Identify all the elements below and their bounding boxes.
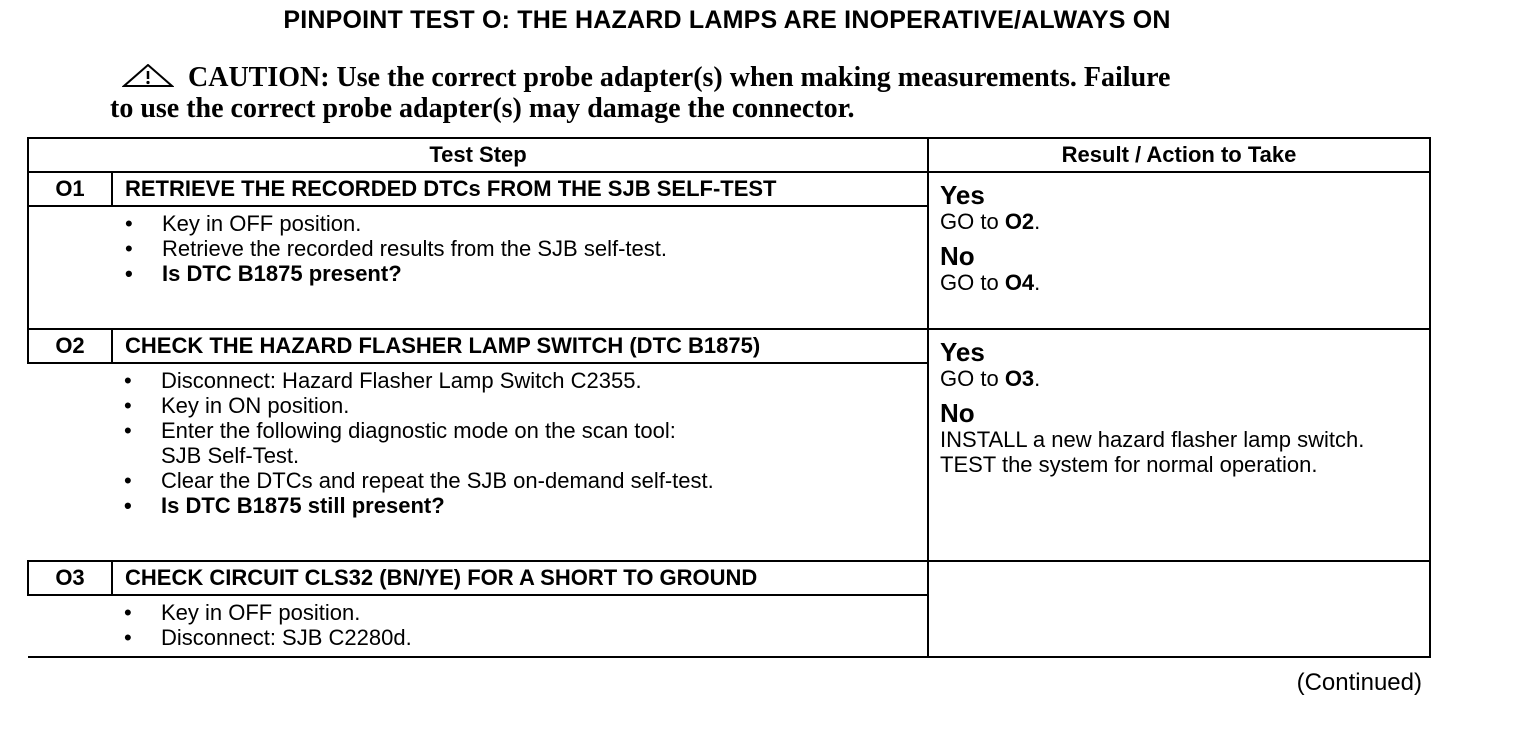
step-o3-bullets [28, 600, 927, 650]
result-o1-yes-action: GO to O2. [940, 209, 1041, 234]
result-o2-yes-action: GO to O3. [940, 366, 1041, 391]
step-o2-body [28, 363, 928, 561]
list-item: • Disconnect: SJB C2280d. [28, 625, 927, 650]
step-o3-body [28, 595, 928, 657]
result-o1-no-label: No [940, 241, 975, 271]
result-header: Result / Action to Take [928, 138, 1430, 172]
pinpoint-test-table [27, 137, 1431, 658]
result-o2 [928, 329, 1430, 561]
list-item: • Disconnect: Hazard Flasher Lamp Switch C2355. [28, 368, 927, 393]
step-title-o3: CHECK CIRCUIT CLS32 (BN/YE) FOR A SHORT TO GROUND [112, 561, 928, 595]
step-id-o1: O1 [28, 172, 112, 206]
list-item: • Key in OFF position. [28, 600, 927, 625]
result-o2-yes-label: Yes [940, 337, 985, 367]
result-o1-no-action: GO to O4. [940, 270, 1041, 295]
page-title: PINPOINT TEST O: THE HAZARD LAMPS ARE INOPERATIVE/ALWAYS ON [283, 6, 1171, 34]
result-o2-no-label: No [940, 398, 975, 428]
caution-text-1: CAUTION: Use the correct probe adapter(s) when making measurements. Failure [188, 62, 1171, 93]
list-item: • Key in OFF position. [29, 211, 927, 236]
step-o3-title-row [28, 561, 1430, 595]
step-o2-question: • Is DTC B1875 still present? [28, 493, 927, 518]
result-o2-no-action: INSTALL a new hazard flasher lamp switch. TEST the system for normal operation. [940, 427, 1365, 477]
step-title-o2: CHECK THE HAZARD FLASHER LAMP SWITCH (DTC B1875) [112, 329, 928, 363]
step-o2-title-row [28, 329, 1430, 363]
warning-triangle-icon [122, 64, 174, 88]
step-title-o1: RETRIEVE THE RECORDED DTCs FROM THE SJB SELF-TEST [112, 172, 928, 206]
continued-note: (Continued) [1296, 669, 1422, 696]
caution-line-1 [110, 62, 1310, 93]
step-o1-bullets [29, 211, 927, 286]
test-step-header: Test Step [28, 138, 928, 172]
step-id-o3: O3 [28, 561, 112, 595]
table-header-row [28, 138, 1430, 172]
step-o1-question: • Is DTC B1875 present? [29, 261, 927, 286]
result-o3 [928, 561, 1430, 657]
list-item: • Clear the DTCs and repeat the SJB on-demand self-test. [28, 468, 927, 493]
step-o1-title-row [28, 172, 1430, 206]
list-item: • Key in ON position. [28, 393, 927, 418]
list-item: • Retrieve the recorded results from the SJB self-test. [29, 236, 927, 261]
list-item: • Enter the following diagnostic mode on the scan tool: SJB Self-Test. [28, 418, 701, 468]
step-o2-bullets [28, 368, 927, 518]
caution-note [110, 62, 1310, 124]
step-id-o2: O2 [28, 329, 112, 363]
caution-text-2: to use the correct probe adapter(s) may damage the connector. [110, 93, 855, 124]
result-o1 [928, 172, 1430, 329]
step-o1-body [28, 206, 928, 329]
result-o1-yes-label: Yes [940, 180, 985, 210]
